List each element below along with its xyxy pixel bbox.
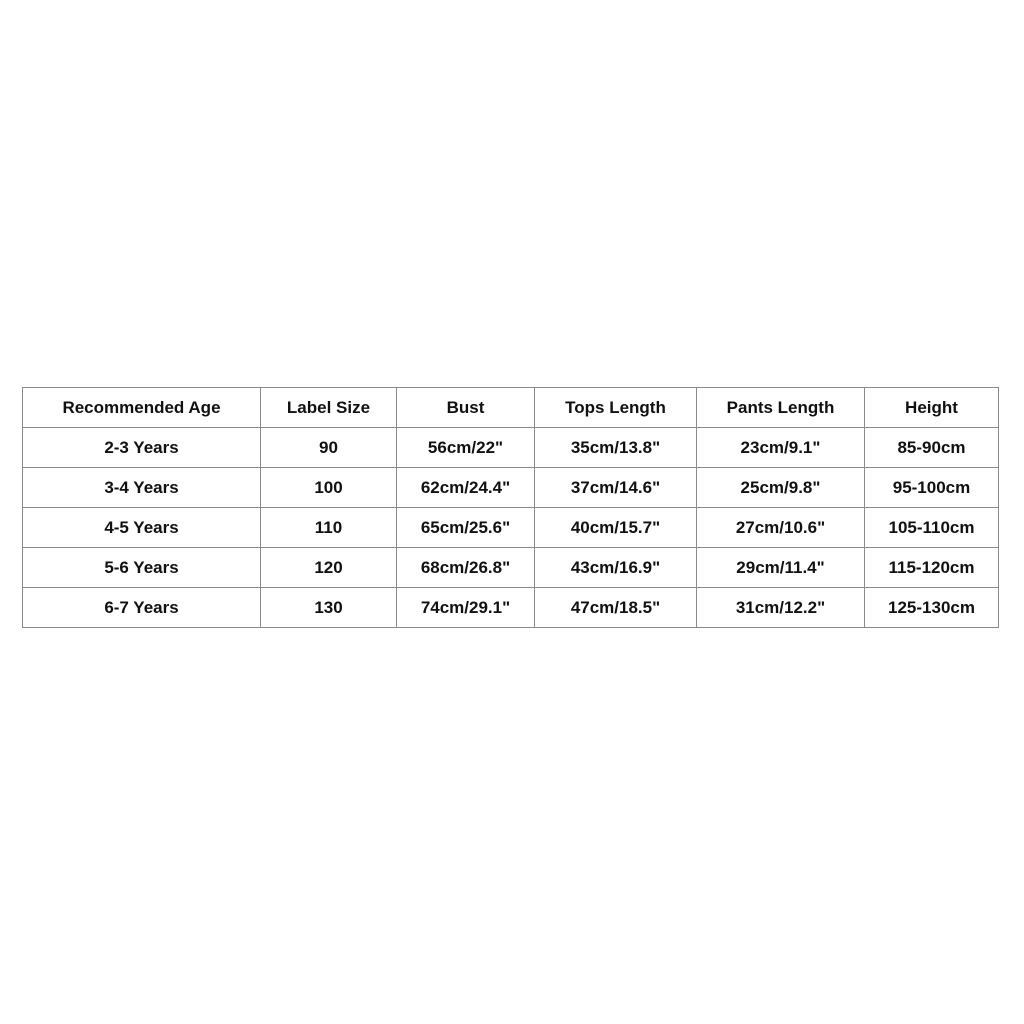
cell-age: 2-3 Years bbox=[23, 428, 261, 468]
cell-label-size: 110 bbox=[261, 508, 397, 548]
cell-pants-length: 31cm/12.2" bbox=[697, 588, 865, 628]
cell-height: 85-90cm bbox=[865, 428, 999, 468]
table-row bbox=[23, 468, 999, 508]
cell-bust: 68cm/26.8" bbox=[397, 548, 535, 588]
header-height: Height bbox=[865, 388, 999, 428]
cell-pants-length: 27cm/10.6" bbox=[697, 508, 865, 548]
cell-pants-length: 29cm/11.4" bbox=[697, 548, 865, 588]
cell-pants-length: 25cm/9.8" bbox=[697, 468, 865, 508]
cell-tops-length: 37cm/14.6" bbox=[535, 468, 697, 508]
header-recommended-age: Recommended Age bbox=[23, 388, 261, 428]
cell-tops-length: 35cm/13.8" bbox=[535, 428, 697, 468]
cell-height: 125-130cm bbox=[865, 588, 999, 628]
cell-age: 5-6 Years bbox=[23, 548, 261, 588]
cell-label-size: 90 bbox=[261, 428, 397, 468]
cell-tops-length: 43cm/16.9" bbox=[535, 548, 697, 588]
cell-bust: 74cm/29.1" bbox=[397, 588, 535, 628]
header-pants-length: Pants Length bbox=[697, 388, 865, 428]
header-label-size: Label Size bbox=[261, 388, 397, 428]
table-row bbox=[23, 548, 999, 588]
cell-label-size: 130 bbox=[261, 588, 397, 628]
header-bust: Bust bbox=[397, 388, 535, 428]
cell-age: 3-4 Years bbox=[23, 468, 261, 508]
table-row bbox=[23, 428, 999, 468]
size-chart-table bbox=[22, 387, 999, 628]
table-row bbox=[23, 508, 999, 548]
cell-age: 6-7 Years bbox=[23, 588, 261, 628]
cell-age: 4-5 Years bbox=[23, 508, 261, 548]
cell-bust: 65cm/25.6" bbox=[397, 508, 535, 548]
cell-label-size: 100 bbox=[261, 468, 397, 508]
header-tops-length: Tops Length bbox=[535, 388, 697, 428]
table-row bbox=[23, 588, 999, 628]
table-header-row bbox=[23, 388, 999, 428]
cell-height: 115-120cm bbox=[865, 548, 999, 588]
cell-label-size: 120 bbox=[261, 548, 397, 588]
cell-tops-length: 40cm/15.7" bbox=[535, 508, 697, 548]
cell-height: 105-110cm bbox=[865, 508, 999, 548]
cell-height: 95-100cm bbox=[865, 468, 999, 508]
cell-pants-length: 23cm/9.1" bbox=[697, 428, 865, 468]
cell-bust: 56cm/22" bbox=[397, 428, 535, 468]
cell-tops-length: 47cm/18.5" bbox=[535, 588, 697, 628]
cell-bust: 62cm/24.4" bbox=[397, 468, 535, 508]
